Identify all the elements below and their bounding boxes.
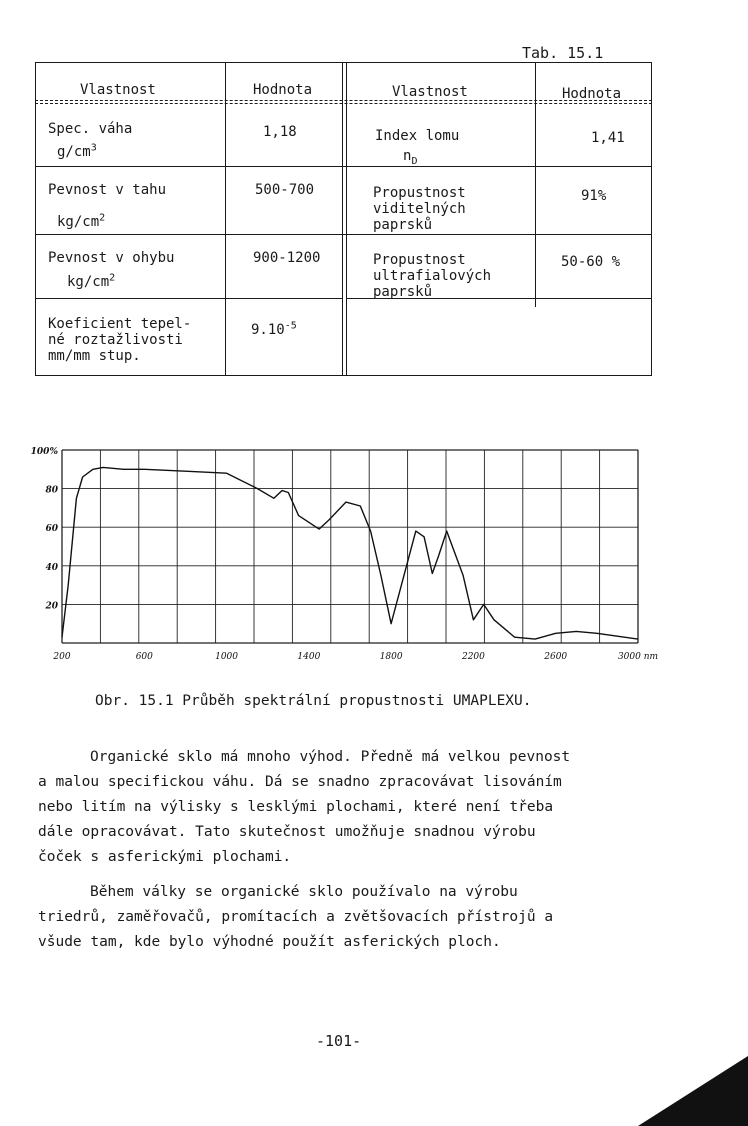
row-refr-index-symbol: $n_D$ xyxy=(403,148,418,167)
x-tick-label: 3000 nm xyxy=(617,652,659,662)
row-uv-label-3: paprsků xyxy=(373,284,433,300)
row-spec-weight-unit: $g/cm^3$ xyxy=(57,142,97,160)
row-visible-label-2: viditelných xyxy=(373,201,466,217)
row-thermal-value: $9.10^{-5}$ xyxy=(251,320,297,338)
row-thermal-label-3: mm/mm stup. xyxy=(48,348,141,364)
row-uv-value: 50-60 % xyxy=(561,254,621,270)
row-thermal-label-2: né roztažlivosti xyxy=(48,332,183,348)
x-tick-label: 600 xyxy=(135,652,153,662)
table-caption: Tab. 15.1 xyxy=(522,44,604,62)
row-uv-label-2: ultrafialových xyxy=(373,268,492,284)
col-header-value-left: Hodnota xyxy=(253,82,313,98)
paragraph-1-line-4: dále opracovávat. Tato skutečnost umožňuje snadnou výrobu xyxy=(38,824,536,840)
row-visible-label-3: paprsků xyxy=(373,217,433,233)
x-tick-label: 1400 xyxy=(297,652,321,662)
col-header-property-left: Vlastnost xyxy=(80,82,156,98)
x-tick-label: 200 xyxy=(53,652,71,662)
row-tensile-unit: $kg/cm^2$ xyxy=(57,212,106,230)
row-bending-label: Pevnost v ohybu xyxy=(48,250,175,266)
x-tick-label: 1800 xyxy=(379,652,403,662)
row-thermal-label-1: Koeficient tepel- xyxy=(48,316,192,332)
col-header-property-right: Vlastnost xyxy=(392,84,468,100)
paragraph-1-line-5: čoček s asferickými plochami. xyxy=(38,849,292,865)
row-tensile-label: Pevnost v tahu xyxy=(48,182,167,198)
row-spec-weight-value: 1,18 xyxy=(263,124,297,140)
y-tick-label: 40 xyxy=(45,562,58,573)
row-bending-value: 900-1200 xyxy=(253,250,321,266)
paragraph-2-line-3: všude tam, kde bylo výhodné použít asferických ploch. xyxy=(38,934,501,950)
paragraph-1-line-1: Organické sklo má mnoho výhod. Předně má velkou pevnost xyxy=(90,749,571,765)
spectral-transmittance-chart xyxy=(30,440,670,665)
page-number: -101- xyxy=(316,1032,362,1050)
y-tick-label: 20 xyxy=(45,601,58,612)
x-tick-label: 2600 xyxy=(544,652,568,662)
scan-shadow-corner xyxy=(638,1056,748,1126)
paragraph-2-line-1: Během války se organické sklo používalo na výrobu xyxy=(90,884,518,900)
row-visible-label-1: Propustnost xyxy=(373,185,466,201)
properties-table xyxy=(35,62,652,376)
row-spec-weight-label: Spec. váha xyxy=(48,121,133,137)
transmittance-curve xyxy=(62,467,638,639)
y-tick-label: 80 xyxy=(45,485,58,496)
row-refr-index-value: 1,41 xyxy=(591,130,625,146)
row-bending-unit: $kg/cm^2$ xyxy=(67,272,116,290)
y-tick-label: 100% xyxy=(30,447,58,457)
col-header-value-right: Hodnota xyxy=(562,86,622,102)
row-tensile-value: 500-700 xyxy=(255,182,315,198)
x-tick-label: 1000 xyxy=(215,652,239,662)
paragraph-2-line-2: triedrů, zaměřovačů, promítacích a zvětšovacích přístrojů a xyxy=(38,909,554,925)
row-visible-value: 91% xyxy=(581,188,607,204)
paragraph-1-line-3: nebo litím na výlisky s lesklými plochami, které není třeba xyxy=(38,799,554,815)
paragraph-1-line-2: a malou specifickou váhu. Dá se snadno zpracovávat lisováním xyxy=(38,774,562,790)
x-tick-label: 2200 xyxy=(461,652,485,662)
row-uv-label-1: Propustnost xyxy=(373,252,466,268)
figure-caption: Obr. 15.1 Průběh spektrální propustnosti UMAPLEXU. xyxy=(95,693,532,709)
row-refr-index-label: Index lomu xyxy=(375,128,460,144)
y-tick-label: 60 xyxy=(45,524,58,535)
